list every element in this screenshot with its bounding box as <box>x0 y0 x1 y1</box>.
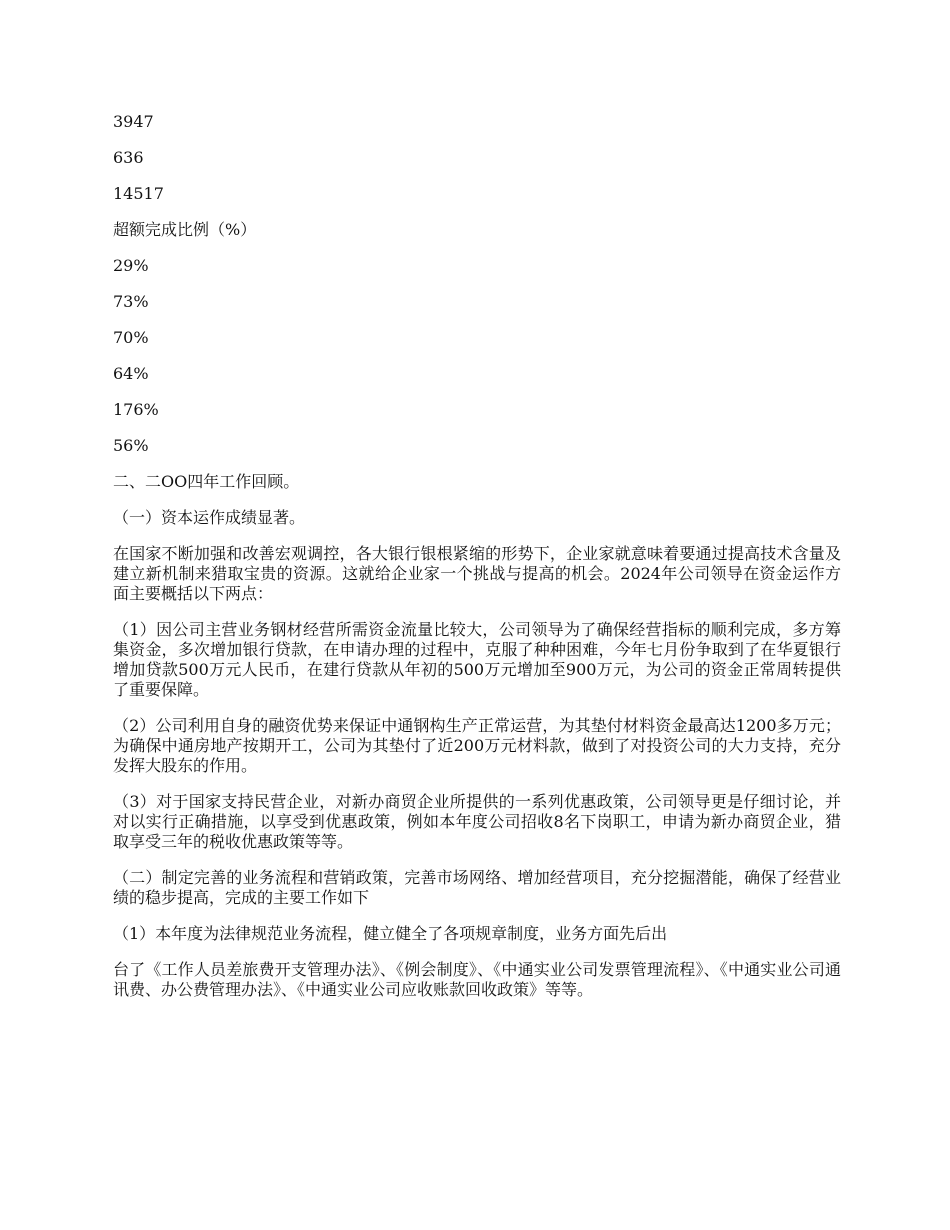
section-heading: 二、二OO四年工作回顾。 <box>113 472 300 491</box>
value-line: 636 <box>113 148 144 167</box>
ratio-value: 70% <box>113 328 149 347</box>
ratio-label: 超额完成比例（%） <box>113 220 257 239</box>
value-line: 3947 <box>113 112 154 131</box>
paragraph-item-4: （1）本年度为法律规范业务流程，健立健全了各项规章制度，业务方面先后出 <box>113 924 668 943</box>
paragraph-item-5: 台了《工作人员差旅费开支管理办法》、《例会制度》、《中通实业公司发票管理流程》、《中通实业公司通讯费、办公费管理办法》、《中通实业公司应收账款回收政策》等等。 <box>113 960 841 999</box>
ratio-value: 64% <box>113 364 149 383</box>
ratio-value: 56% <box>113 436 149 455</box>
ratio-value: 29% <box>113 256 149 275</box>
subsection-heading: （一）资本运作成绩显著。 <box>113 508 306 527</box>
value-line: 14517 <box>113 184 164 203</box>
paragraph-item-2: （2）公司利用自身的融资优势来保证中通钢构生产正常运营，为其垫付材料资金最高达1200多万元；为确保中通房地产按期开工，公司为其垫付了近200万元材料款，做到了对投资公司的大力支持，充分发挥大股东的作用。 <box>113 716 841 775</box>
document-page <box>113 112 841 1016</box>
subsection-heading-2: （二）制定完善的业务流程和营销政策，完善市场网络、增加经营项目，充分挖掘潜能，确保了经营业绩的稳步提高，完成的主要工作如下 <box>113 868 841 907</box>
ratio-value: 73% <box>113 292 149 311</box>
paragraph-item-3: （3）对于国家支持民营企业，对新办商贸企业所提供的一系列优惠政策，公司领导更是仔细讨论，并对以实行正确措施，以享受到优惠政策，例如本年度公司招收8名下岗职工，申请为新办商贸企业，猎取享受三年的税收优惠政策等等。 <box>113 792 841 851</box>
paragraph-intro: 在国家不断加强和改善宏观调控，各大银行银根紧缩的形势下，企业家就意味着要通过提高技术含量及建立新机制来猎取宝贵的资源。这就给企业家一个挑战与提高的机会。2024年公司领导在资金运作方面主要概括以下两点： <box>113 544 841 603</box>
ratio-value: 176% <box>113 400 159 419</box>
paragraph-item-1: （1）因公司主营业务钢材经营所需资金流量比较大，公司领导为了确保经营指标的顺利完成，多方筹集资金，多次增加银行贷款，在申请办理的过程中，克服了种种困难，今年七月份争取到了在华夏银行增加贷款500万元人民币，在建行贷款从年初的500万元增加至900万元，为公司的资金正常周转提供了重要保障。 <box>113 620 841 699</box>
